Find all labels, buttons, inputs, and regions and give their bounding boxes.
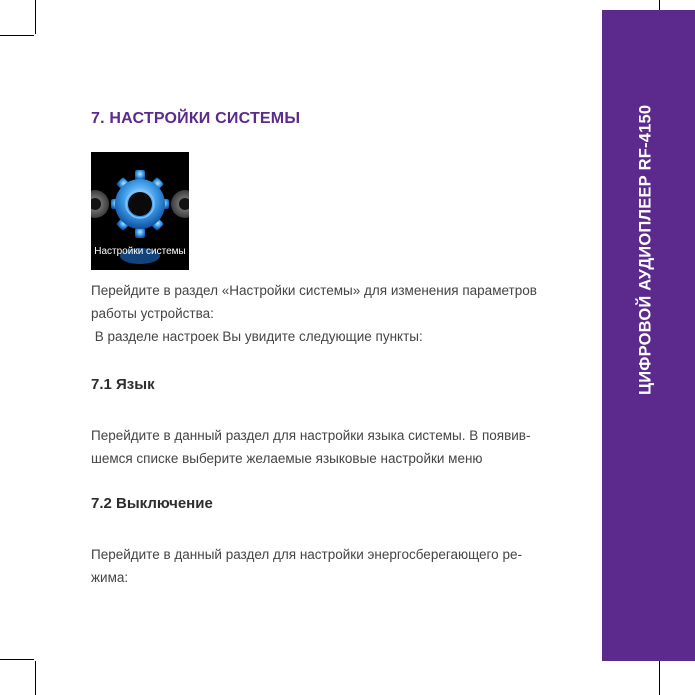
language-paragraph bbox=[91, 424, 574, 470]
crop-mark bbox=[0, 659, 34, 660]
intro-paragraph bbox=[91, 279, 574, 348]
crop-mark bbox=[35, 0, 36, 34]
crop-mark bbox=[35, 661, 36, 695]
shutdown-line: Перейдите в данный раздел для настройки энергосберегающего ре- bbox=[91, 547, 522, 562]
crop-mark bbox=[0, 35, 34, 36]
intro-line: Перейдите в раздел «Настройки системы» для изменения параметров bbox=[91, 283, 537, 298]
sidebar-title: ЦИФРОВОЙ АУДИОПЛЕЕР RF-4150 bbox=[636, 104, 655, 395]
language-line: Перейдите в данный раздел для настройки языка системы. В появив- bbox=[91, 428, 531, 443]
intro-line: В разделе настроек Вы увидите следующие пункты: bbox=[91, 329, 423, 344]
shutdown-paragraph bbox=[91, 543, 574, 589]
thumbnail-label: Настройки системы bbox=[94, 246, 186, 257]
language-line: шемся списке выберите желаемые языковые настройки меню bbox=[91, 451, 483, 466]
intro-line: работы устройства: bbox=[91, 306, 214, 321]
section-title: 7. НАСТРОЙКИ СИСТЕМЫ bbox=[91, 110, 301, 127]
language-title: 7.1 Язык bbox=[91, 376, 155, 393]
settings-thumbnail bbox=[91, 152, 189, 270]
shutdown-line: жима: bbox=[91, 570, 129, 585]
crop-mark bbox=[659, 661, 660, 695]
shutdown-title: 7.2 Выключение bbox=[91, 495, 213, 512]
